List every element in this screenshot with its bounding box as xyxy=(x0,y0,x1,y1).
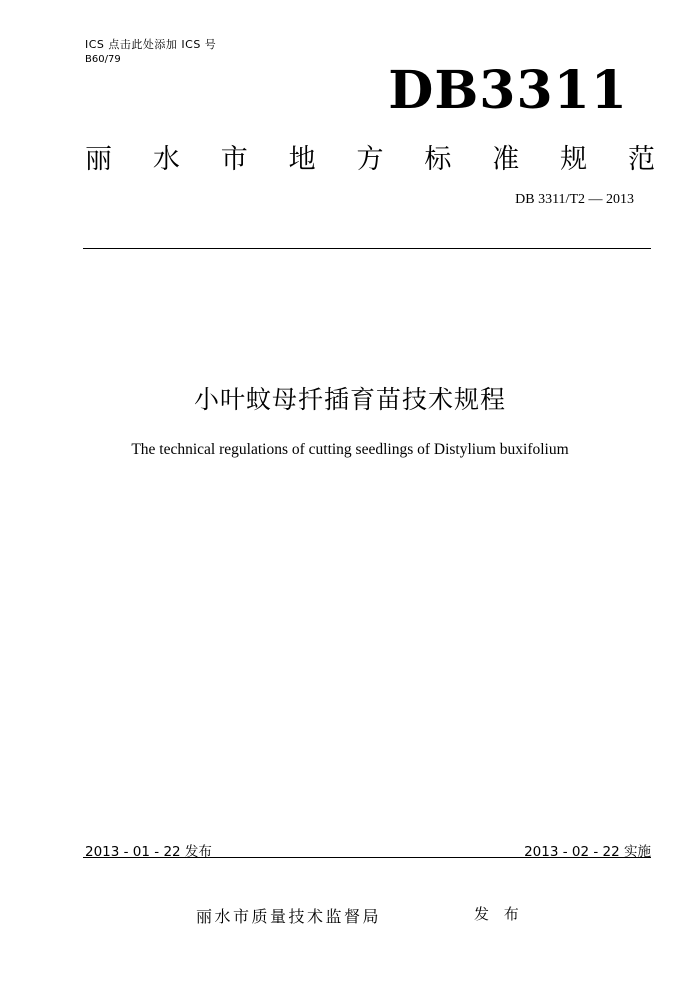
title-char: 地 xyxy=(288,144,316,175)
title-char: 标 xyxy=(424,144,452,175)
title-char: 水 xyxy=(152,144,180,175)
document-title-cn: 小叶蚊母扦插育苗技术规程 xyxy=(193,385,506,414)
standard-category-title xyxy=(85,137,655,176)
issue-label: 发 布 xyxy=(474,905,524,923)
footer-divider xyxy=(83,857,651,858)
publish-date: 2013 - 01 - 22 发布 xyxy=(85,844,212,860)
document-title-en: The technical regulations of cutting seedlings of Distylium buxifolium xyxy=(131,441,569,458)
title-char: 市 xyxy=(220,144,248,175)
title-char: 方 xyxy=(356,144,384,175)
standard-number: DB 3311/T2 — 2013 xyxy=(515,192,634,207)
classification-code: B60/79 xyxy=(85,54,121,65)
ics-number: ICS 点击此处添加 ICS 号 xyxy=(85,38,217,51)
title-char: 规 xyxy=(560,144,588,175)
title-char: 准 xyxy=(492,144,520,175)
issuing-authority: 丽水市质量技术监督局 xyxy=(196,907,382,926)
title-char: 丽 xyxy=(85,144,112,175)
title-char: 范 xyxy=(628,144,655,175)
implement-date: 2013 - 02 - 22 实施 xyxy=(524,844,651,860)
standard-code: DB3311 xyxy=(388,60,628,121)
header-divider xyxy=(83,248,651,249)
